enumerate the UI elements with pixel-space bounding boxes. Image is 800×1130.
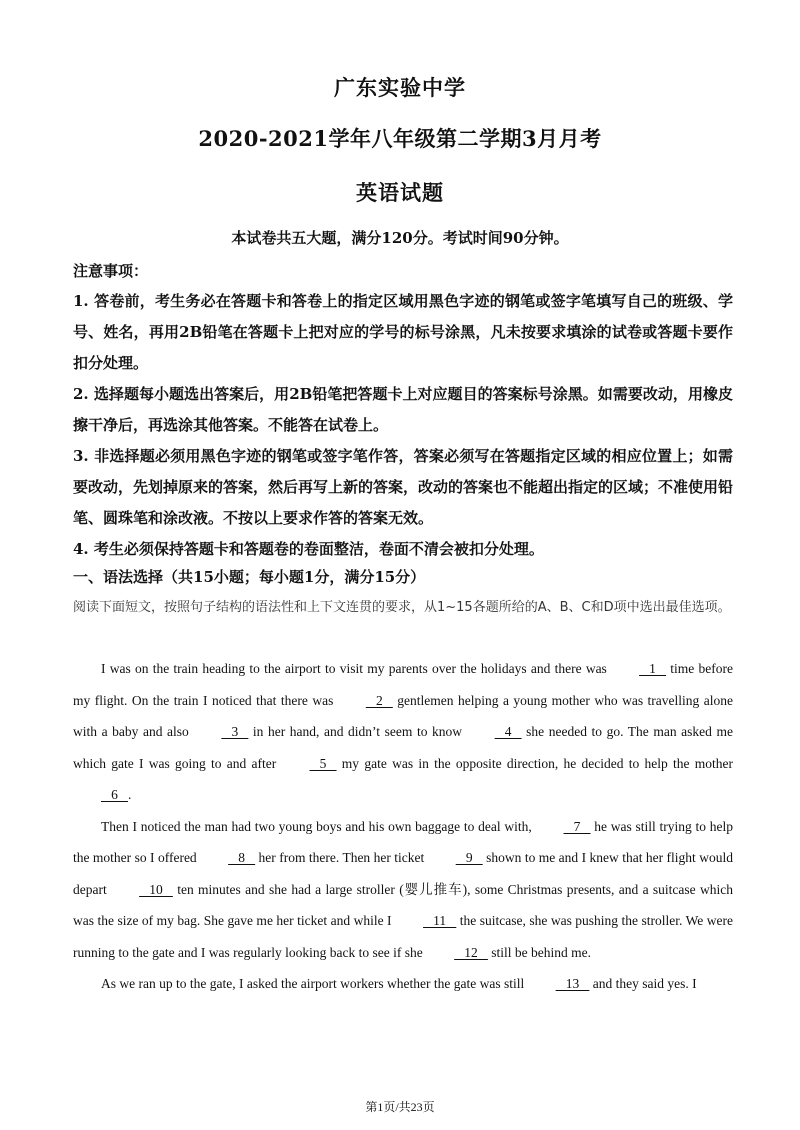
blank-5: 5 [309,755,337,771]
passage-paragraph [73,968,733,1000]
note-item: 4. 考生必须保持答题卡和答题卷的卷面整洁，卷面不清会被扣分处理。 [73,540,544,558]
passage-text: he was still trying to help the mother so I offered [73,818,733,865]
blank-12: 12 [454,944,488,960]
blank-10: 10 [139,881,173,897]
note-item: 1. 答卷前，考生务必在答题卡和答卷上的指定区域用黑色字迹的钢笔或签字笔填写自己的班级、学号、姓名，再用2B铅笔在答题卡上把对应的学号的标号涂黑，凡未按要求填涂的试卷或答题卡要作扣分处理。 [73,292,733,372]
blank-4: 4 [494,724,522,739]
blank-8: 8 [228,850,256,865]
blank-11: 11 [423,913,457,928]
exam-summary: 本试卷共五大题，满分120分。考试时间90分钟。 [231,229,569,247]
passage-text: Then I noticed the man had two young boys and his own baggage to deal with, [101,818,536,834]
blank-6: 6 [101,787,128,802]
passage-text: time before my flight. On the train I noticed that there was [73,661,733,708]
subject-title: 英语试题 [356,180,444,205]
section-heading: 一、语法选择（共15小题；每小题1分，满分15分） [73,568,426,586]
page-number: 第1页/共23页 [365,1100,435,1114]
passage-paragraph [73,811,733,969]
passage-text: in her hand, and didn’t seem to know [248,724,467,739]
notes-list [73,286,733,565]
passage-text: As we ran up to the gate, I asked the airport workers whether the gate was still [101,976,528,991]
school-name: 广东实验中学 [334,75,466,100]
passage-text: she needed to go. The man asked me which gate I was going to and after [73,724,733,771]
passage-text: the suitcase, she was pushing the stroller. We were running to the gate and I was regularly looking back to see if she [73,913,733,960]
blank-9: 9 [455,850,483,865]
passage-text: her from there. Then her ticket [255,850,428,865]
passage-text: I was on the train heading to the airport to visit my parents over the holidays and there was [101,661,612,676]
blank-3: 3 [221,724,249,739]
reading-passage [73,653,733,1000]
note-item: 2. 选择题每小题选出答案后，用2B铅笔把答题卡上对应题目的答案标号涂黑。如需要改动，用橡皮擦干净后，再选涂其他答案。不能答在试卷上。 [73,385,733,434]
passage-text: my gate was in the opposite direction, he decided to help the mother [336,755,733,771]
blank-1: 1 [639,661,667,676]
passage-text: gentlemen helping a young mother who was travelling alone with a baby and also [73,692,733,739]
passage-text: still be behind me. [487,944,592,960]
passage-text: shown to me and I knew that her flight would depart [73,850,733,897]
blank-2: 2 [365,692,393,708]
exam-title: 2020-2021学年八年级第二学期3月月考 [198,126,602,151]
notes-heading: 注意事项： [73,262,149,280]
passage-paragraph [73,653,733,811]
passage-text: and they said yes. I [589,976,697,991]
section-instructions: 阅读下面短文，按照句子结构的语法性和上下文连贯的要求，从1~15各题所给的A、B、C和D项中选出最佳选项。 [73,600,731,615]
passage-text: . [128,787,132,802]
blank-13: 13 [555,976,590,991]
note-item: 3. 非选择题必须用黑色字迹的钢笔或签字笔作答，答案必须写在答题指定区域的相应位置上；如需要改动，先划掉原来的答案，然后再写上新的答案，改动的答案也不能超出指定的区域；不准使用铅笔、圆珠笔和涂改液。不按以上要求作答的答案无效。 [73,447,734,527]
passage-text: ten minutes and she had a large stroller (婴儿推车), some Christmas presents, and a suitcase which was the size of my bag. She gave me her ticket and while I [73,881,734,928]
blank-7: 7 [563,818,591,834]
